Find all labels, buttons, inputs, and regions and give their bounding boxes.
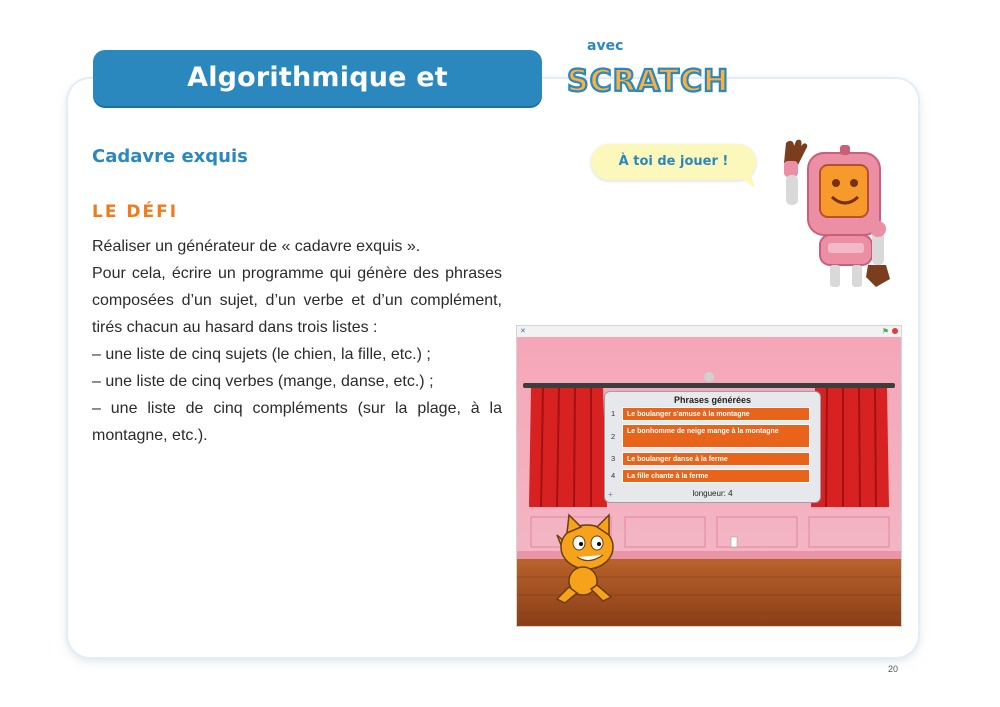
list-item-index: 3 xyxy=(611,454,616,463)
list-item-complements: – une liste de cinq compléments (sur la plage, à la montagne, etc.). xyxy=(92,400,502,444)
list-item-index: 1 xyxy=(611,409,616,418)
list-add-button[interactable]: + xyxy=(608,490,613,499)
scratch-logo-text: SCRATCH xyxy=(567,64,730,99)
robot-face-screen xyxy=(820,165,868,217)
right-curtain xyxy=(811,388,889,507)
list-item-index: 4 xyxy=(611,471,616,480)
speech-bubble: À toi de jouer ! xyxy=(591,144,756,180)
list-monitor-phrases[interactable] xyxy=(604,391,821,503)
robot-mascot-illustration xyxy=(768,137,900,307)
green-flag-icon[interactable]: ⚑ xyxy=(881,327,889,336)
list-item-value[interactable]: Le boulanger s'amuse à la montagne xyxy=(622,407,810,421)
lower-hand xyxy=(866,265,890,287)
list-item-subjects: – une liste de cinq sujets (le chien, la fille, etc.) ; xyxy=(92,346,431,363)
page-number: 20 xyxy=(888,664,899,674)
scratch-logo xyxy=(563,54,730,100)
list-item-value[interactable]: Le boulanger danse à la ferme xyxy=(622,452,810,466)
section-subtitle: Cadavre exquis xyxy=(92,146,248,167)
intro-paragraph: Réaliser un générateur de « cadavre exquis ». xyxy=(92,238,421,255)
list-item-verbs: – une liste de cinq verbes (mange, danse, etc.) ; xyxy=(92,373,434,390)
defi-heading: LE DÉFI xyxy=(92,202,179,222)
list-length-label: longueur: 4 xyxy=(692,489,733,498)
list-item-value[interactable]: Le bonhomme de neige mange à la montagne xyxy=(622,424,810,448)
stage-mode-icon[interactable]: ✕ xyxy=(520,328,526,335)
challenge-description xyxy=(92,233,502,449)
stop-icon[interactable] xyxy=(892,328,898,334)
logo-prefix: avec xyxy=(587,38,624,54)
stage-toolbar xyxy=(517,326,901,337)
list-item-value[interactable]: La fille chante à la ferme xyxy=(622,469,810,483)
instruction-paragraph: Pour cela, écrire un programme qui génère des phrases composées d’un sujet, d’un verbe et d’un complément, tirés chacun au hasard dans trois listes : xyxy=(92,265,502,336)
page-title: Algorithmique et programmation xyxy=(93,50,542,106)
speech-bubble-tail xyxy=(727,168,757,190)
raised-arm xyxy=(784,161,798,177)
list-item-index: 2 xyxy=(611,432,616,441)
list-title: Phrases générées xyxy=(673,395,752,405)
